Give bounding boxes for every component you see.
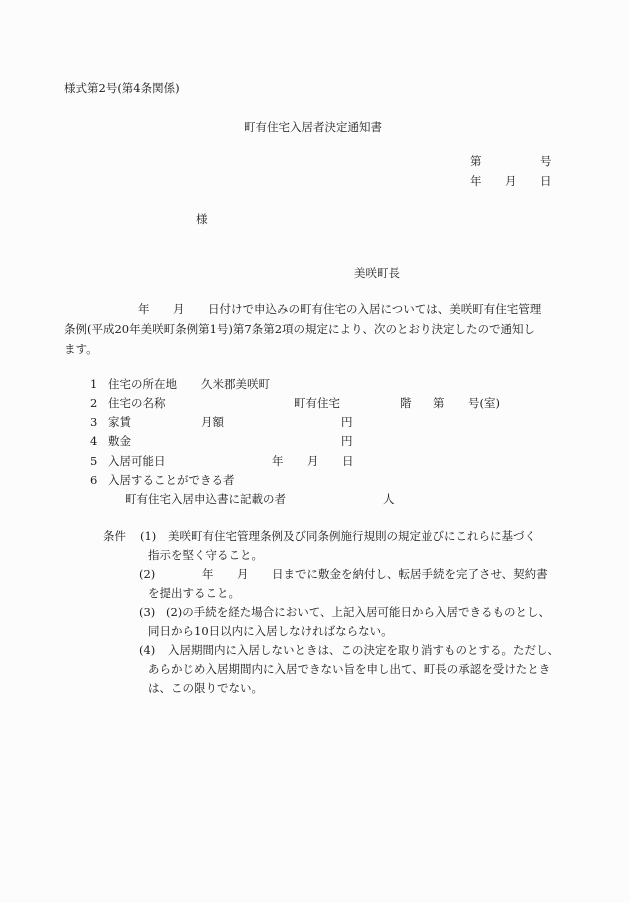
condition-text: は、この限りでない。: [148, 681, 263, 695]
item-number: 4: [90, 434, 98, 448]
body-line3: ます。: [64, 342, 98, 356]
item-value-rent: 月額: [201, 415, 224, 429]
condition-number: (4): [139, 643, 156, 657]
condition-number: (1): [140, 529, 157, 543]
date-month: 月: [505, 174, 517, 188]
body-line2: 条例(平成20年美咲町条例第1号)第7条第2項の規定により、次のとおり決定したので通知し: [64, 322, 536, 336]
body-year: 年: [138, 302, 150, 316]
item-room-prefix: 第: [433, 396, 445, 410]
item-occupants-sublabel: 町有住宅入居申込書に記載の者: [125, 492, 286, 506]
condition-text: を提出すること。: [148, 586, 240, 600]
issuer: 美咲町長: [354, 266, 400, 280]
item-occupants-unit: 人: [383, 492, 395, 506]
condition-text: あらかじめ入居期間内に入居できない旨を申し出て、町長の承認を受けたとき: [148, 662, 551, 676]
doc-number-prefix: 第: [470, 154, 482, 168]
item-move-in-year: 年: [272, 454, 284, 468]
item-floor: 階: [400, 396, 412, 410]
item-label-occupants: 入居することができる者: [108, 473, 235, 487]
condition-month: 月: [237, 567, 249, 581]
condition-text: 美咲町有住宅管理条例及び同条例施行規則の規定並びにこれらに基づく: [168, 529, 536, 543]
condition-year: 年: [202, 567, 214, 581]
conditions-heading: 条件: [103, 529, 126, 543]
item-label-name: 住宅の名称: [108, 396, 166, 410]
condition-text: 指示を堅く守ること。: [148, 548, 263, 562]
item-number: 3: [90, 415, 98, 429]
item-number: 5: [90, 454, 98, 468]
item-move-in-month: 月: [307, 454, 319, 468]
date-day: 日: [540, 174, 552, 188]
condition-text: 同日から10日以内に入居しなければならない。: [148, 624, 393, 638]
condition-text: (2)の手続を経た場合において、上記入居可能日から入居できるものとし、: [166, 605, 551, 619]
form-number: 様式第2号(第4条関係): [64, 81, 180, 95]
document-title: 町有住宅入居者決定通知書: [244, 120, 382, 134]
item-number: 2: [90, 396, 98, 410]
item-move-in-day: 日: [342, 454, 354, 468]
addressee-suffix: 様: [196, 212, 208, 226]
body-month: 月: [173, 302, 185, 316]
item-label-deposit: 敷金: [108, 434, 131, 448]
item-label-rent: 家賃: [108, 415, 131, 429]
item-value-location: 久米郡美咲町: [201, 377, 270, 391]
condition-number: (2): [139, 567, 156, 581]
item-number: 6: [90, 473, 98, 487]
condition-text: 入居期間内に入居しないときは、この決定を取り消すものとする。ただし、: [168, 643, 559, 657]
condition-number: (3): [139, 605, 156, 619]
condition-text: 日までに敷金を納付し、転居手続を完了させ、契約書: [272, 567, 548, 581]
date-year: 年: [470, 174, 482, 188]
item-room-suffix: 号(室): [468, 396, 500, 410]
item-label-move-in-date: 入居可能日: [108, 454, 166, 468]
item-label-location: 住宅の所在地: [108, 377, 177, 391]
item-rent-unit: 円: [341, 415, 353, 429]
body-line1: 日付けで申込みの町有住宅の入居については、美咲町有住宅管理: [208, 302, 542, 316]
item-number: 1: [90, 377, 98, 391]
doc-number-suffix: 号: [540, 154, 552, 168]
item-value-name: 町有住宅: [294, 396, 340, 410]
item-deposit-unit: 円: [341, 434, 353, 448]
